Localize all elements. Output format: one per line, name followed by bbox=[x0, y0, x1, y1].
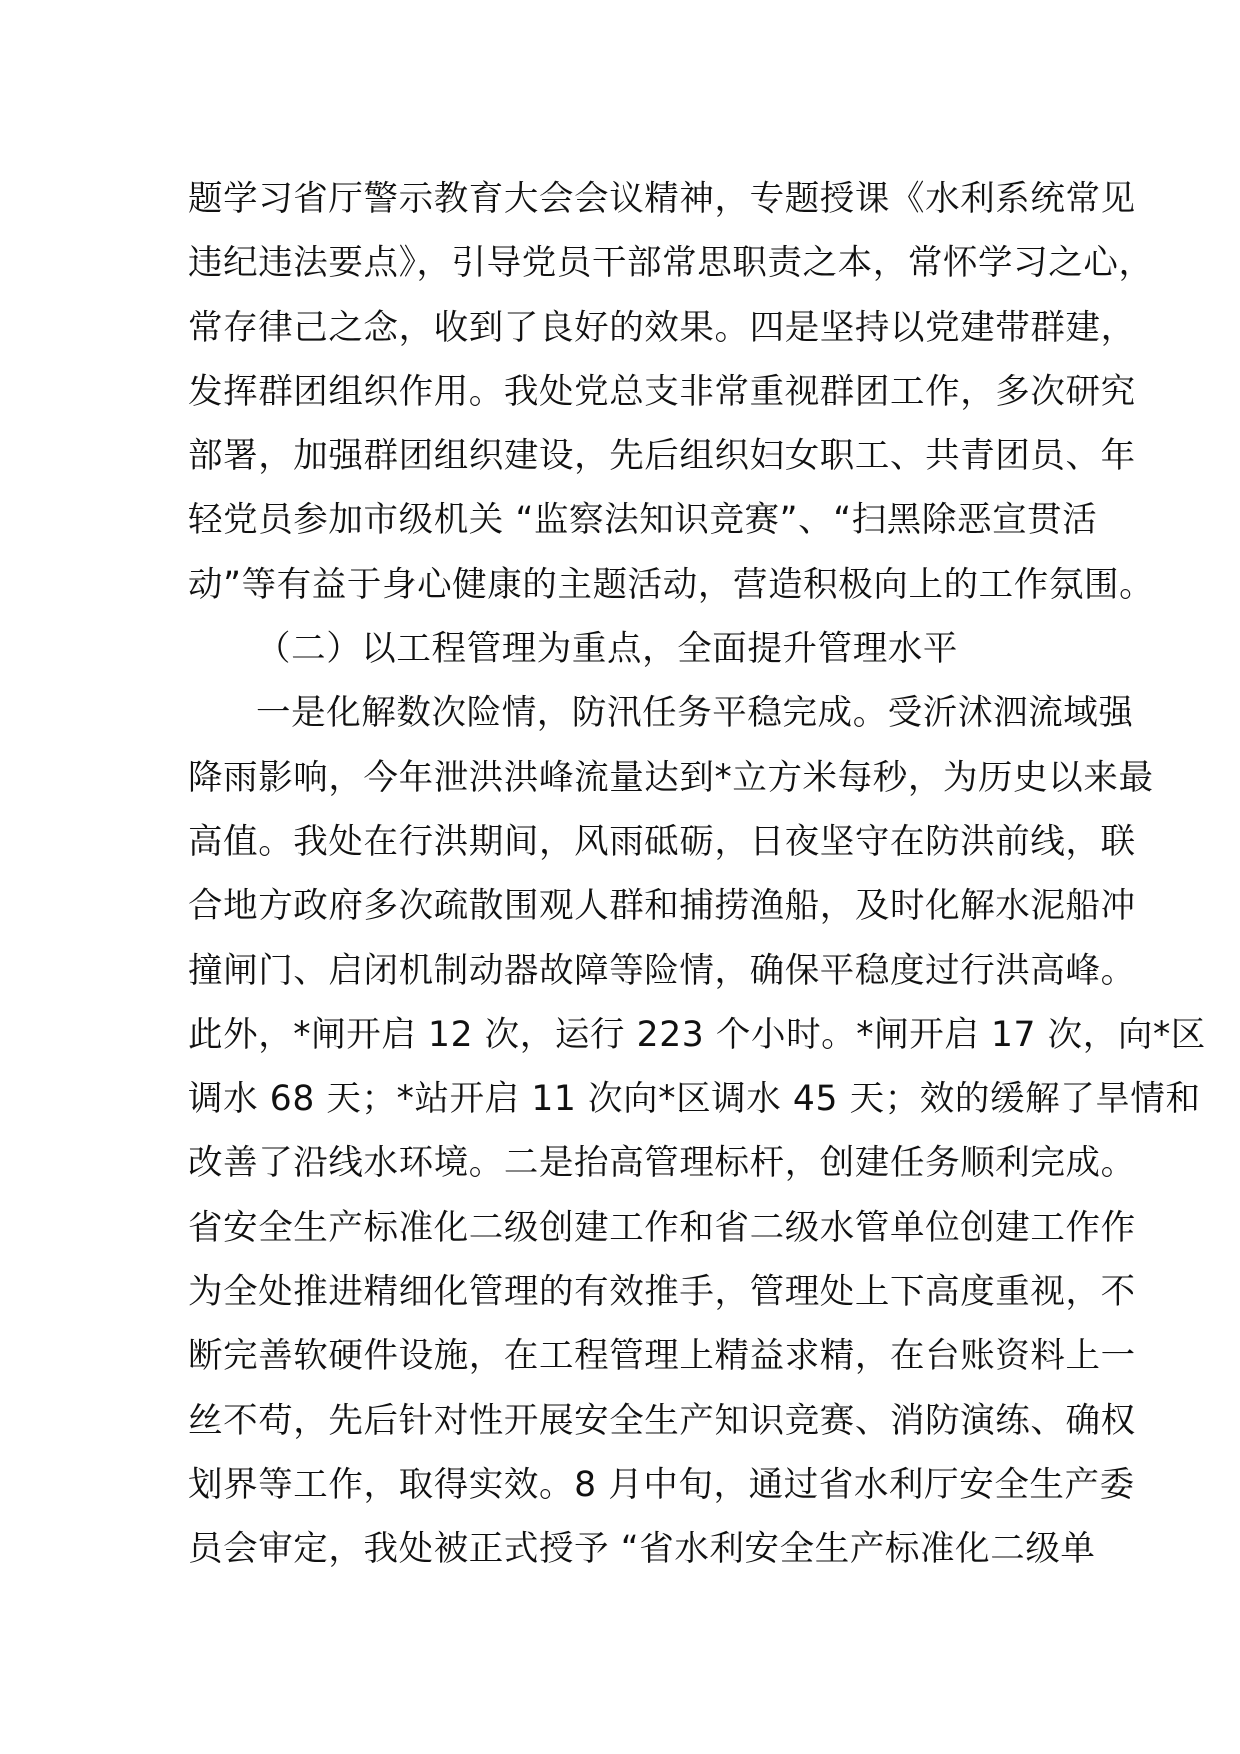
text-line: 轻党员参加市级机关 “监察法知识竞赛”、“扫黑除恶宣贯活 bbox=[188, 500, 1098, 541]
text-line: 断完善软硬件设施，在工程管理上精益求精，在台账资料上一 bbox=[188, 1336, 1136, 1377]
text-line: 合地方政府多次疏散围观人群和捕捞渔船，及时化解水泥船冲 bbox=[188, 886, 1136, 927]
body-text bbox=[188, 167, 1206, 1582]
text-line: 部署，加强群团组织建设，先后组织妇女职工、共青团员、年 bbox=[188, 436, 1136, 477]
text-line: 常存律己之念，收到了良好的效果。四是坚持以党建带群建， bbox=[188, 307, 1136, 348]
paragraph-first-line: 一是化解数次险情，防汛任务平稳完成。受沂沭泗流域强 bbox=[256, 693, 1134, 734]
text-line: 省安全生产标准化二级创建工作和省二级水管单位创建工作作 bbox=[188, 1207, 1136, 1248]
text-line: 丝不苟，先后针对性开展安全生产知识竞赛、消防演练、确权 bbox=[188, 1400, 1136, 1441]
text-line: 此外，*闸开启 12 次，运行 223 个小时。*闸开启 17 次，向*区 bbox=[188, 1014, 1206, 1055]
text-line: 为全处推进精细化管理的有效推手，管理处上下高度重视，不 bbox=[188, 1272, 1136, 1313]
text-line: 题学习省厅警示教育大会会议精神，专题授课《水利系统常见 bbox=[188, 179, 1136, 219]
text-line: 高值。我处在行洪期间，风雨砥砺，日夜坚守在防洪前线，联 bbox=[188, 821, 1136, 862]
text-line: 动”等有益于身心健康的主题活动，营造积极向上的工作氛围。 bbox=[188, 564, 1155, 605]
text-line: 降雨影响，今年泄洪洪峰流量达到*立方米每秒，为历史以来最 bbox=[188, 757, 1154, 798]
text-line: 撞闸门、启闭机制动器故障等险情，确保平稳度过行洪高峰。 bbox=[188, 950, 1136, 991]
text-line: 调水 68 天；*站开启 11 次向*区调水 45 天；效的缓解了旱情和 bbox=[188, 1079, 1201, 1120]
text-line: 划界等工作，取得实效。8 月中旬，通过省水利厅安全生产委 bbox=[188, 1464, 1135, 1505]
section-heading: （二）以工程管理为重点，全面提升管理水平 bbox=[256, 629, 958, 670]
text-line: 发挥群团组织作用。我处党总支非常重视群团工作，多次研究 bbox=[188, 371, 1136, 412]
text-line: 改善了沿线水环境。二是抬高管理标杆，创建任务顺利完成。 bbox=[188, 1143, 1136, 1184]
text-line: 员会审定，我处被正式授予 “省水利安全生产标准化二级单 bbox=[188, 1529, 1096, 1570]
text-line: 违纪违法要点》，引导党员干部常思职责之本，常怀学习之心， bbox=[188, 243, 1154, 284]
